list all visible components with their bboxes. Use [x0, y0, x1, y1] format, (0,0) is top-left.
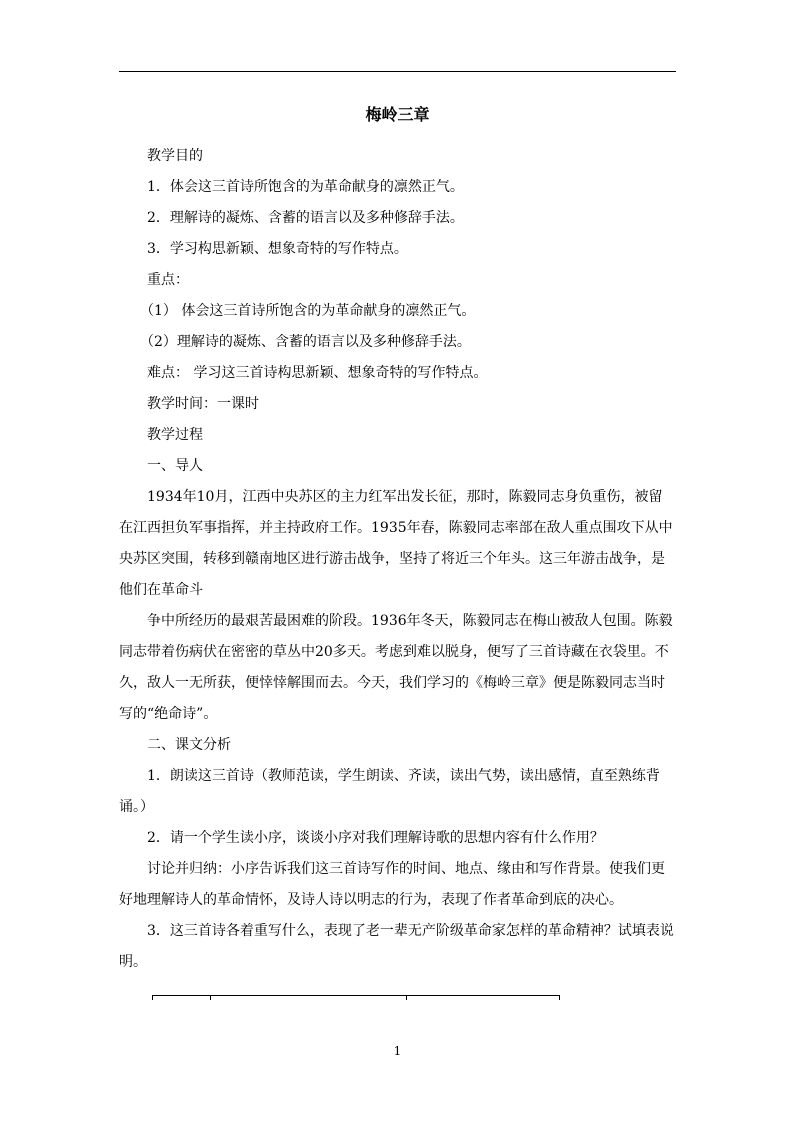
section-heading: 二、课文分析: [147, 737, 231, 753]
body-paragraph: 讨论并归纳：小序告诉我们这三首诗写作的时间、地点、缘由和写作背景。使我们更好地理解诗人的革命情怀，及诗人诗以明志的行为，表现了作者革命到底的决心。: [119, 861, 665, 908]
header-rule: [119, 71, 676, 72]
difficulty-line: 难点： 学习这三首诗构思新颖、想象奇特的写作特点。: [147, 365, 488, 381]
body-paragraph: 争中所经历的最艰苦最困难的阶段。1936年冬天，陈毅同志在梅山被敌人包围。陈毅同志带着伤病伏在密密的草丛中20多天。考虑到难以脱身，便写了三首诗藏在衣袋里。不久，敌人一无所获，便悻悻解围而去。今天，我们学习的《梅岭三章》便是陈毅同志当时写的“绝命诗”。: [119, 613, 673, 722]
table-column-divider: [210, 995, 211, 1000]
section-heading: 教学过程: [147, 427, 203, 443]
table-top-border: [152, 993, 560, 1000]
body-paragraph: 1．朗读这三首诗（教师范读，学生朗读、齐读，读出气势，读出感情，直至熟练背诵。）: [119, 768, 660, 815]
body-paragraph: 3．这三首诗各着重写什么，表现了老一辈无产阶级革命家怎样的革命精神？试填表说明。: [119, 923, 674, 970]
document-body: [119, 141, 676, 978]
body-paragraph: 1934年10月，江西中央苏区的主力红军出发长征，那时，陈毅同志身负重伤，被留在江西担负军事指挥，并主持政府工作。1935年春，陈毅同志率部在敌人重点围攻下从中央苏区突围，转移到赣南地区进行游击战争，坚持了将近三个年头。这三年游击战争，是他们在革命斗: [119, 489, 673, 598]
section-heading: 教学目的: [147, 148, 203, 164]
table-corner-right: [559, 995, 560, 1000]
objective-item: 1．体会这三首诗所饱含的为革命献身的凛然正气。: [147, 179, 464, 195]
table-corner-left: [152, 995, 153, 1000]
section-heading: 一、导人: [147, 458, 203, 474]
table-column-divider: [406, 995, 407, 1000]
key-point-item: （2）理解诗的凝炼、含蓄的语言以及多种修辞手法。: [140, 334, 471, 350]
section-heading: 重点：: [147, 272, 189, 288]
objective-item: 3．学习构思新颖、想象奇特的写作特点。: [147, 241, 408, 257]
table-border-line: [152, 995, 560, 996]
page-number: 1: [393, 1044, 402, 1058]
objective-item: 2．理解诗的凝炼、含蓄的语言以及多种修辞手法。: [147, 210, 464, 226]
body-paragraph: 2．请一个学生读小序，谈谈小序对我们理解诗歌的思想内容有什么作用？: [147, 830, 604, 846]
document-title: 梅岭三章: [365, 105, 430, 124]
key-point-item: （1） 体会这三首诗所饱含的为革命献身的凛然正气。: [140, 303, 476, 319]
lesson-time: 教学时间：一课时: [147, 396, 259, 412]
